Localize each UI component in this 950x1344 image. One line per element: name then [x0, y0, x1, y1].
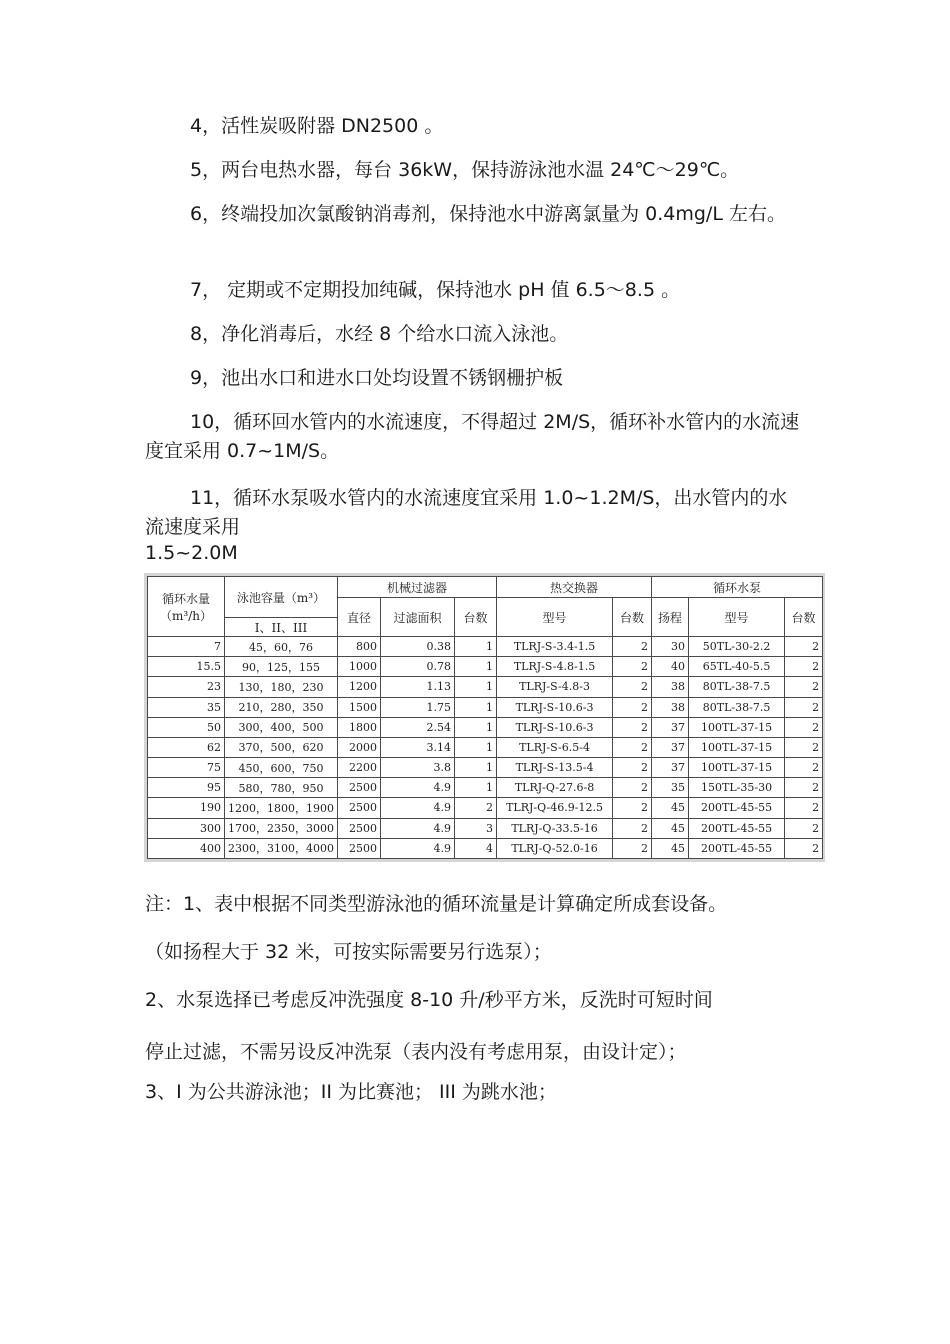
cell-pump-head: 35: [652, 778, 689, 798]
cell-filter-diameter: 1500: [338, 697, 381, 717]
equipment-table-frame: [144, 573, 825, 862]
table-row: [148, 697, 823, 717]
cell-filter-diameter: 2500: [338, 778, 381, 798]
table-row: [148, 798, 823, 818]
cell-flow: 95: [148, 778, 225, 798]
paragraph-8: 8，净化消毒后，水经 8 个给水口流入泳池。: [190, 323, 569, 345]
cell-filter-diameter: 800: [338, 637, 381, 657]
cell-filter-diameter: 1000: [338, 657, 381, 677]
cell-hx-model: TLRJ-S-4.8-1.5: [497, 657, 613, 677]
cell-hx-model: TLRJ-S-4.8-3: [497, 677, 613, 697]
cell-pool-volume: 450，600，750: [225, 758, 338, 778]
cell-flow: 15.5: [148, 657, 225, 677]
note-1: 注：1、表中根据不同类型游泳池的循环流量是计算确定所成套设备。: [145, 893, 728, 915]
paragraph-9: 9，池出水口和进水口处均设置不锈钢栅护板: [190, 367, 564, 389]
cell-pump-model: 200TL-45-55: [689, 818, 785, 838]
cell-flow: 7: [148, 637, 225, 657]
header-filter-diameter: 直径: [338, 598, 381, 637]
cell-pump-count: 2: [785, 838, 823, 858]
cell-filter-area: 0.78: [381, 657, 455, 677]
cell-filter-area: 1.75: [381, 697, 455, 717]
cell-filter-area: 2.54: [381, 717, 455, 737]
cell-pump-count: 2: [785, 758, 823, 778]
cell-pump-model: 200TL-45-55: [689, 798, 785, 818]
cell-filter-diameter: 2200: [338, 758, 381, 778]
cell-pump-count: 2: [785, 657, 823, 677]
cell-hx-count: 2: [613, 758, 652, 778]
cell-filter-count: 1: [455, 697, 497, 717]
cell-hx-model: TLRJ-S-10.6-3: [497, 717, 613, 737]
cell-flow: 62: [148, 737, 225, 757]
header-pool-volume: 泳池容量（m³）: [225, 577, 338, 618]
cell-pump-model: 100TL-37-15: [689, 717, 785, 737]
cell-hx-model: TLRJ-Q-52.0-16: [497, 838, 613, 858]
cell-filter-area: 3.14: [381, 737, 455, 757]
cell-pool-volume: 1200，1800，1900: [225, 798, 338, 818]
cell-filter-count: 1: [455, 758, 497, 778]
cell-hx-model: TLRJ-S-3.4-1.5: [497, 637, 613, 657]
cell-filter-count: 1: [455, 677, 497, 697]
cell-hx-count: 2: [613, 637, 652, 657]
cell-filter-area: 4.9: [381, 778, 455, 798]
paragraph-6: 6，终端投加次氯酸钠消毒剂，保持池水中游离氯量为 0.4mg/L 左右。: [190, 203, 786, 225]
cell-pump-head: 38: [652, 697, 689, 717]
header-filter-count: 台数: [455, 598, 497, 637]
cell-hx-model: TLRJ-S-6.5-4: [497, 737, 613, 757]
cell-filter-area: 3.8: [381, 758, 455, 778]
cell-filter-count: 4: [455, 838, 497, 858]
equipment-table-body: [148, 637, 823, 859]
table-row: [148, 838, 823, 858]
cell-pump-model: 100TL-37-15: [689, 737, 785, 757]
cell-filter-area: 0.38: [381, 637, 455, 657]
cell-hx-count: 2: [613, 798, 652, 818]
cell-pump-model: 80TL-38-7.5: [689, 697, 785, 717]
cell-pump-count: 2: [785, 637, 823, 657]
cell-filter-count: 1: [455, 737, 497, 757]
cell-filter-diameter: 2000: [338, 737, 381, 757]
cell-pump-model: 65TL-40-5.5: [689, 657, 785, 677]
header-pump-group: 循环水泵: [652, 577, 823, 598]
cell-filter-area: 4.9: [381, 798, 455, 818]
cell-pump-count: 2: [785, 697, 823, 717]
cell-pump-head: 45: [652, 818, 689, 838]
paragraph-5: 5，两台电热水器，每台 36kW，保持游泳池水温 24℃～29℃。: [190, 159, 740, 181]
cell-pool-volume: 45，60，76: [225, 637, 338, 657]
cell-pump-model: 50TL-30-2.2: [689, 637, 785, 657]
table-row: [148, 637, 823, 657]
cell-pool-volume: 90，125，155: [225, 657, 338, 677]
cell-filter-diameter: 2500: [338, 798, 381, 818]
cell-filter-area: 1.13: [381, 677, 455, 697]
cell-pool-volume: 580，780，950: [225, 778, 338, 798]
cell-pump-count: 2: [785, 677, 823, 697]
cell-flow: 23: [148, 677, 225, 697]
cell-hx-count: 2: [613, 697, 652, 717]
cell-pump-head: 40: [652, 657, 689, 677]
header-heat-exchanger-group: 热交换器: [497, 577, 652, 598]
table-row: [148, 677, 823, 697]
equipment-table: [147, 576, 823, 859]
cell-hx-model: TLRJ-S-13.5-4: [497, 758, 613, 778]
cell-hx-count: 2: [613, 838, 652, 858]
cell-hx-count: 2: [613, 717, 652, 737]
header-filter-area: 过滤面积: [381, 598, 455, 637]
cell-filter-count: 1: [455, 778, 497, 798]
table-row: [148, 778, 823, 798]
cell-flow: 190: [148, 798, 225, 818]
cell-pump-count: 2: [785, 737, 823, 757]
cell-hx-model: TLRJ-Q-27.6-8: [497, 778, 613, 798]
cell-pool-volume: 130，180，230: [225, 677, 338, 697]
cell-pump-head: 45: [652, 798, 689, 818]
cell-hx-count: 2: [613, 818, 652, 838]
cell-hx-model: TLRJ-Q-46.9-12.5: [497, 798, 613, 818]
cell-hx-model: TLRJ-S-10.6-3: [497, 697, 613, 717]
cell-filter-count: 1: [455, 637, 497, 657]
cell-filter-count: 1: [455, 657, 497, 677]
cell-flow: 400: [148, 838, 225, 858]
note-2-continuation: 停止过滤，不需另设反冲洗泵（表内没有考虑用泵，由设计定）；: [145, 1041, 687, 1063]
cell-pump-head: 38: [652, 677, 689, 697]
cell-pump-model: 200TL-45-55: [689, 838, 785, 858]
cell-pump-model: 150TL-35-30: [689, 778, 785, 798]
cell-pool-volume: 210，280，350: [225, 697, 338, 717]
cell-pump-count: 2: [785, 818, 823, 838]
cell-filter-diameter: 1800: [338, 717, 381, 737]
cell-pool-volume: 2300，3100，4000: [225, 838, 338, 858]
cell-pump-head: 30: [652, 637, 689, 657]
cell-filter-count: 1: [455, 717, 497, 737]
cell-pool-volume: 370，500，620: [225, 737, 338, 757]
header-pool-types: I、II、III: [225, 618, 338, 637]
paragraph-4: 4，活性炭吸附器 DN2500 。: [190, 115, 444, 137]
cell-pump-head: 37: [652, 737, 689, 757]
cell-pump-head: 45: [652, 838, 689, 858]
table-row: [148, 818, 823, 838]
cell-filter-area: 4.9: [381, 818, 455, 838]
cell-hx-count: 2: [613, 778, 652, 798]
cell-hx-count: 2: [613, 737, 652, 757]
paragraph-11: 11，循环水泵吸水管内的水流速度宜采用 1.0~1.2M/S，出水管内的水流速度采用: [145, 487, 788, 538]
cell-flow: 75: [148, 758, 225, 778]
cell-pool-volume: 300，400，500: [225, 717, 338, 737]
header-pump-head: 扬程: [652, 598, 689, 637]
cell-filter-count: 2: [455, 798, 497, 818]
cell-flow: 50: [148, 717, 225, 737]
header-filter-group: 机械过滤器: [338, 577, 497, 598]
cell-hx-count: 2: [613, 677, 652, 697]
cell-filter-area: 4.9: [381, 838, 455, 858]
paragraph-7: 7， 定期或不定期投加纯碱，保持池水 pH 值 6.5～8.5 。: [190, 279, 681, 301]
cell-flow: 35: [148, 697, 225, 717]
header-hx-count: 台数: [613, 598, 652, 637]
cell-filter-diameter: 2500: [338, 818, 381, 838]
cell-pump-head: 37: [652, 758, 689, 778]
table-row: [148, 717, 823, 737]
cell-hx-model: TLRJ-Q-33.5-16: [497, 818, 613, 838]
header-pump-model: 型号: [689, 598, 785, 637]
header-hx-model: 型号: [497, 598, 613, 637]
header-pump-count: 台数: [785, 598, 823, 637]
note-2: 2、水泵选择已考虑反冲洗强度 8-10 升/秒平方米，反洗时可短时间: [145, 989, 713, 1011]
cell-pool-volume: 1700，2350，3000: [225, 818, 338, 838]
cell-filter-diameter: 2500: [338, 838, 381, 858]
cell-pump-count: 2: [785, 778, 823, 798]
table-row: [148, 737, 823, 757]
header-flow: 循环水量（m³/h）: [148, 577, 225, 637]
cell-pump-model: 100TL-37-15: [689, 758, 785, 778]
cell-filter-diameter: 1200: [338, 677, 381, 697]
paragraph-11-continuation: 1.5~2.0M: [145, 542, 238, 564]
cell-flow: 300: [148, 818, 225, 838]
table-row: [148, 657, 823, 677]
cell-pump-count: 2: [785, 798, 823, 818]
cell-hx-count: 2: [613, 657, 652, 677]
table-row: [148, 758, 823, 778]
note-3: 3、I 为公共游泳池；II 为比赛池； III 为跳水池；: [145, 1081, 557, 1103]
paragraph-10: 10，循环回水管内的水流速度，不得超过 2M/S，循环补水管内的水流速度宜采用 0.7~1M/S。: [145, 411, 800, 462]
cell-filter-count: 3: [455, 818, 497, 838]
note-1-continuation: （如扬程大于 32 米，可按实际需要另行选泵）；: [145, 941, 552, 963]
cell-pump-model: 80TL-38-7.5: [689, 677, 785, 697]
cell-pump-count: 2: [785, 717, 823, 737]
cell-pump-head: 37: [652, 717, 689, 737]
